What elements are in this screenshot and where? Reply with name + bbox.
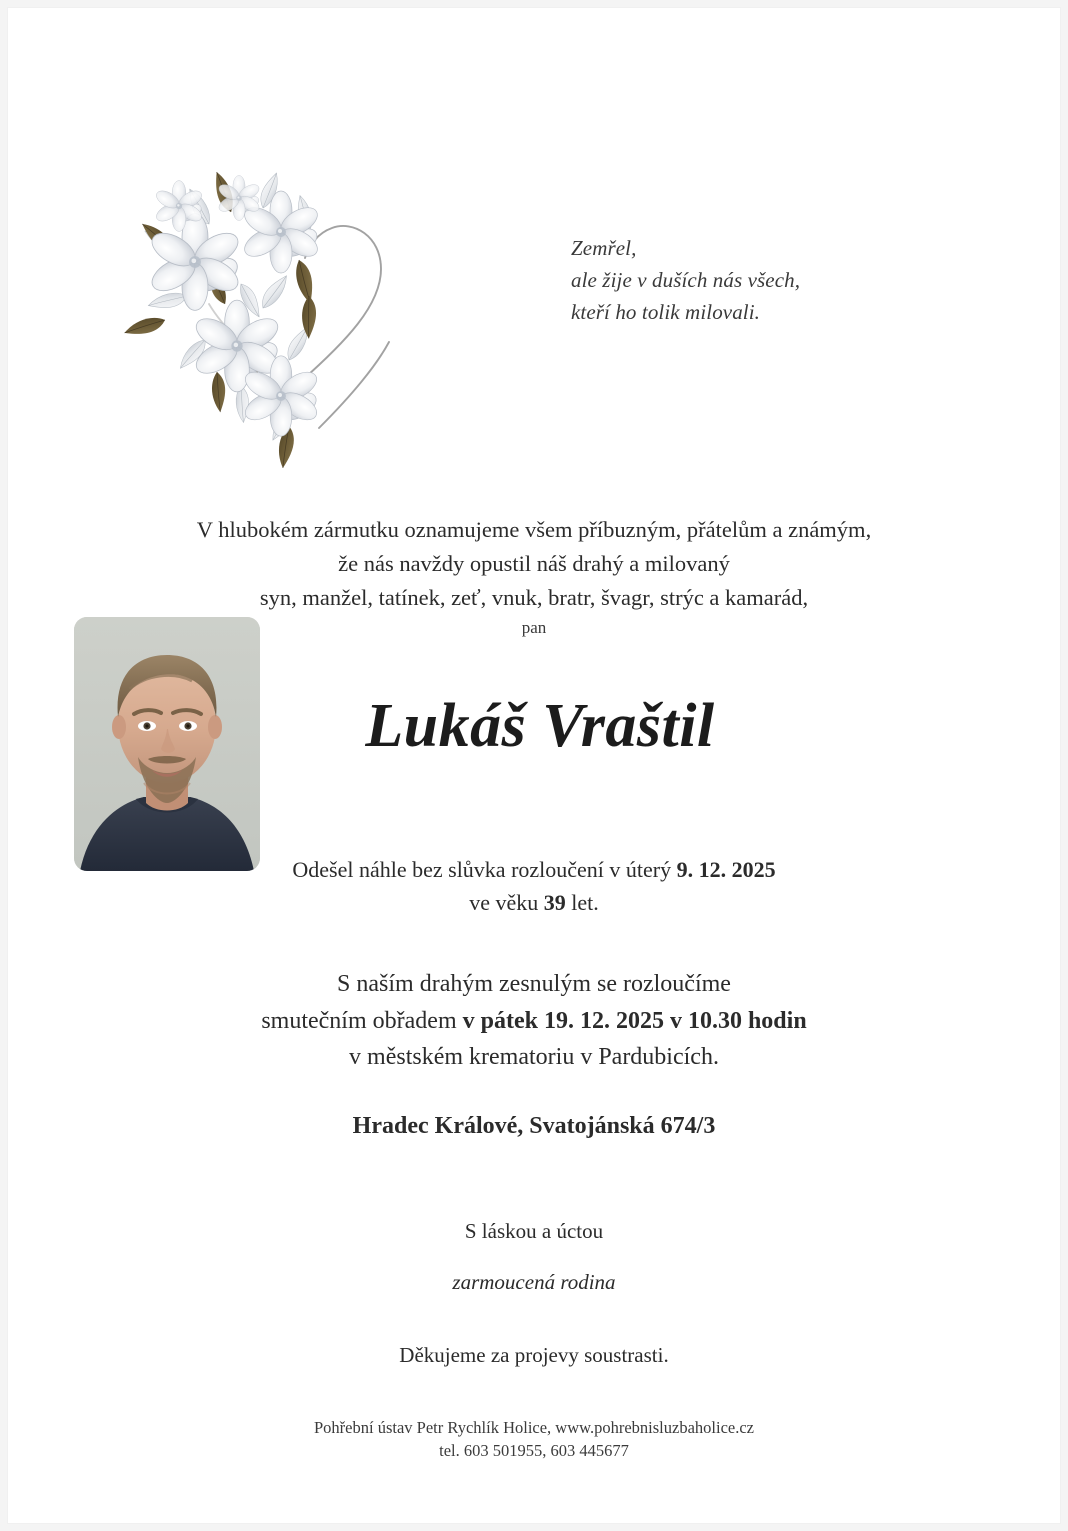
announcement-line-1: V hlubokém zármutku oznamujeme všem příbuzným, přátelům a známým, [196,517,872,542]
death-info [8,853,1060,919]
announcement-line-3: syn, manžel, tatínek, zeť, vnuk, bratr, švagr, strýc a kamarád, [259,585,809,611]
floral-heart-ornament [113,128,403,468]
address: Hradec Králové, Svatojánská 674/3 [352,1113,716,1139]
death-prefix: Odešel náhle bez slůvka rozloučení v úterý [292,857,677,882]
death-date: 9. 12. 2025 [676,857,776,882]
ceremony-prefix: smutečním obřadem [261,1007,463,1034]
funeral-home-footer [8,1416,1060,1463]
closing-thanks: Děkujeme za projevy soustrasti. [399,1343,669,1367]
announcement-line-2: že nás navždy opustil náš drahý a milovaný [338,551,730,577]
footer-line-2: tel. 603 501955, 603 445677 [439,1441,629,1461]
ceremony-line-2 [8,1003,1060,1040]
ceremony-line-3: v městském krematoriu v Pardubicích. [349,1044,719,1071]
death-date-line [8,853,1060,886]
honorific-label: pan [521,618,547,637]
age-prefix: ve věku [469,890,544,915]
death-age-line [8,886,1060,919]
footer-line-1: Pohřební ústav Petr Rychlík Holice, www.pohrebnisluzbaholice.cz [314,1418,754,1437]
announcement-text [8,513,1060,616]
ceremony-line-1: S naším drahým zesnulým se rozloučíme [337,971,731,997]
deceased-name: Lukáš Vraštil [365,692,715,760]
epitaph-line-1: Zemřel, [571,236,637,260]
closing-with-love: S láskou a úctou [464,1219,604,1243]
age-suffix: let. [565,890,599,915]
ceremony-datetime: v pátek 19. 12. 2025 v 10.30 hodin [462,1007,807,1034]
deceased-photo [74,617,260,871]
age-value: 39 [543,890,566,915]
closing-family: zarmoucená rodina [452,1270,616,1294]
epitaph-line-2: ale žije v duších nás všech, [571,267,801,292]
ceremony-info [8,966,1060,1076]
epitaph-line-3: kteří ho tolik milovali. [571,299,761,324]
epitaph [571,233,800,329]
parte-page [8,8,1060,1523]
